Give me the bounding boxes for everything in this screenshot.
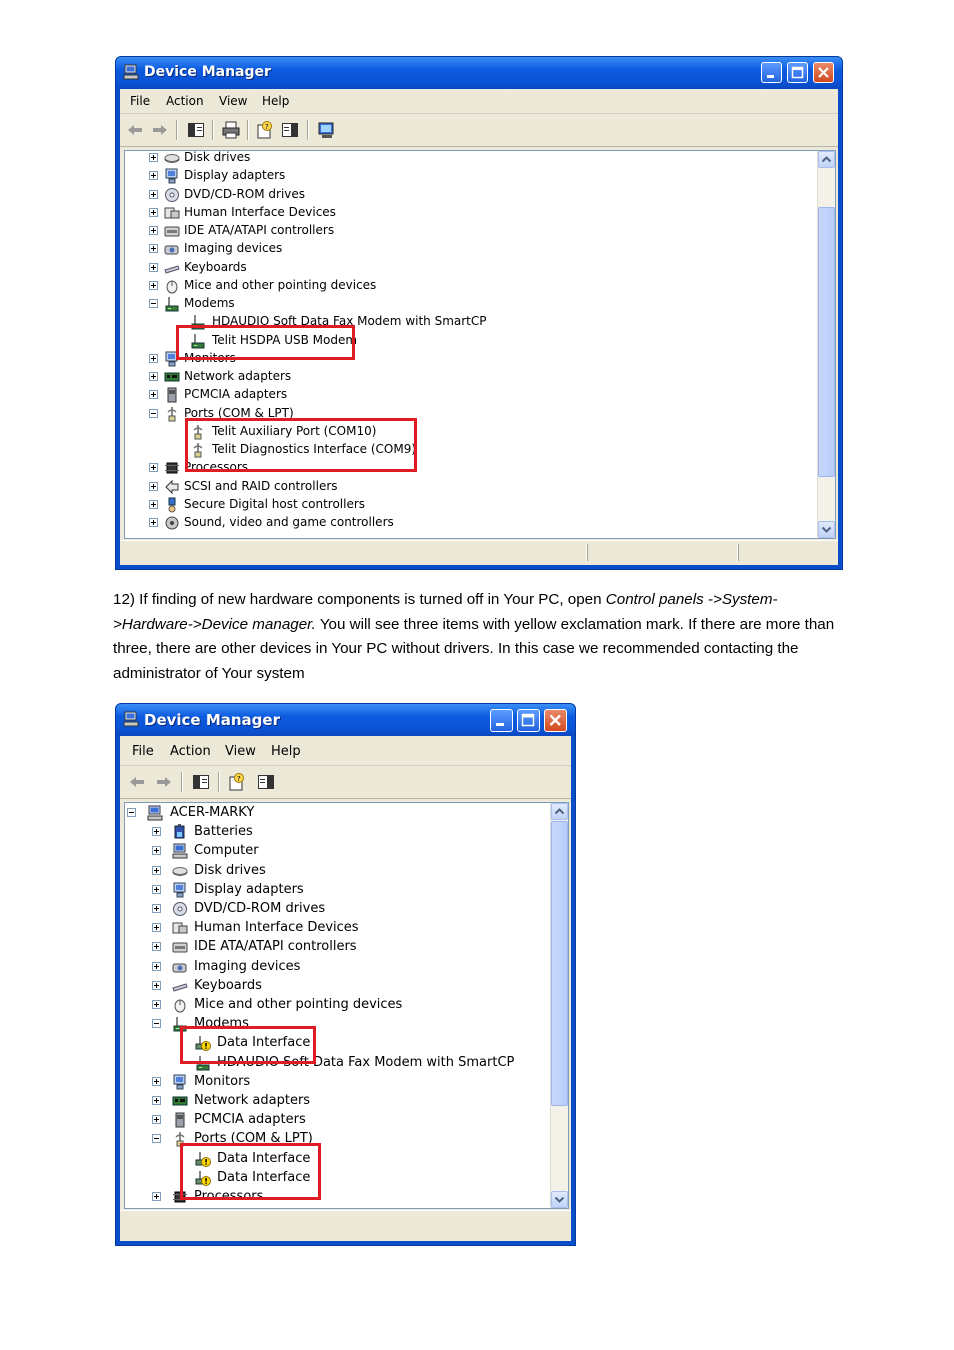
title-bar[interactable] — [116, 704, 575, 736]
tree-item-label: Processors — [194, 1189, 264, 1204]
tree-category-item[interactable] — [125, 167, 835, 185]
tree-item-label: Modems — [194, 1016, 249, 1032]
status-bar — [120, 1210, 571, 1241]
menu-bar — [120, 89, 838, 114]
window-title: Device Manager — [144, 711, 280, 729]
tree-category-item[interactable] — [125, 496, 835, 514]
tree-child-item[interactable] — [125, 1150, 568, 1168]
expand-plus-icon[interactable] — [152, 981, 161, 990]
window-title: Device Manager — [144, 64, 271, 80]
tree-category-item[interactable] — [125, 368, 835, 386]
tree-item-label: Network adapters — [194, 1093, 311, 1108]
cdrom-icon — [164, 187, 180, 203]
tree-child-item[interactable] — [125, 313, 835, 331]
minimize-icon — [494, 713, 509, 728]
hid-icon — [164, 205, 180, 221]
maximize-icon — [791, 66, 804, 79]
close-icon — [548, 713, 563, 728]
tree-item-label: Keyboards — [184, 259, 247, 274]
chevron-down-icon — [552, 1192, 567, 1207]
port-icon — [172, 1131, 188, 1147]
expand-plus-icon[interactable] — [152, 1192, 161, 1201]
warning-device-icon — [195, 1151, 211, 1167]
collapse-minus-icon[interactable] — [149, 409, 158, 418]
tree-item-label: Imaging devices — [184, 241, 283, 256]
tree-category-item[interactable] — [125, 405, 835, 423]
sd-host-icon — [164, 497, 180, 513]
tree-child-item[interactable] — [125, 441, 835, 459]
expand-plus-icon[interactable] — [149, 500, 158, 509]
monitor-icon — [172, 882, 188, 898]
tree-child-item[interactable] — [125, 1169, 568, 1187]
minimize-icon — [765, 66, 778, 79]
tree-item-label: Display adapters — [194, 881, 304, 897]
expand-plus-icon[interactable] — [152, 846, 161, 855]
mouse-icon — [172, 997, 188, 1013]
vertical-scrollbar[interactable] — [817, 151, 835, 538]
instruction-paragraph — [113, 588, 838, 687]
processor-icon — [164, 460, 180, 476]
tree-category-item[interactable] — [125, 842, 568, 860]
tree-category-item[interactable] — [125, 204, 835, 222]
status-pane — [587, 544, 738, 561]
tree-item-label: Mice and other pointing devices — [194, 997, 403, 1012]
computer-icon — [172, 843, 188, 859]
expand-plus-icon[interactable] — [149, 244, 158, 253]
forward-arrow-icon[interactable] — [151, 121, 169, 139]
tree-category-item[interactable] — [125, 240, 835, 258]
tree-item-label: IDE ATA/ATAPI controllers — [194, 939, 357, 955]
tree-category-item[interactable] — [125, 295, 835, 313]
tree-category-item[interactable] — [125, 277, 835, 295]
expand-plus-icon[interactable] — [149, 390, 158, 399]
modem-icon — [190, 314, 206, 330]
tree-category-item[interactable] — [125, 350, 835, 368]
toolbar — [120, 766, 571, 799]
device-manager-window-1 — [115, 56, 843, 570]
tree-item-label: HDAUDIO Soft Data Fax Modem with SmartCP — [217, 1054, 515, 1070]
paragraph-lead: 12) If finding of new hardware components is turned off in Your PC, open — [113, 591, 606, 608]
expand-plus-icon[interactable] — [149, 463, 158, 472]
tree-item-label: Data Interface — [217, 1150, 311, 1166]
back-arrow-icon[interactable] — [128, 773, 146, 791]
network-card-icon — [172, 1093, 188, 1109]
toolbar — [120, 114, 838, 147]
scsi-icon — [164, 479, 180, 495]
modem-icon — [190, 333, 206, 349]
tree-category-item[interactable] — [125, 514, 835, 532]
expand-plus-icon[interactable] — [152, 885, 161, 894]
tree-item-label: IDE ATA/ATAPI controllers — [184, 223, 335, 237]
tree-item-label: Computer — [194, 843, 259, 859]
chevron-up-icon — [552, 804, 567, 819]
scroll-up-button[interactable] — [551, 803, 568, 820]
menu-file[interactable]: File — [132, 744, 154, 759]
tree-item-label: Disk drives — [184, 150, 251, 164]
paragraph-menu-path: Control panels ->System->Hardware->Device manager. — [113, 591, 778, 633]
collapse-minus-icon[interactable] — [127, 808, 136, 817]
hid-icon — [172, 920, 188, 936]
title-bar[interactable] — [116, 57, 842, 89]
tree-root-item[interactable] — [125, 804, 568, 822]
warning-device-icon — [195, 1035, 211, 1051]
monitor-icon — [172, 1074, 188, 1090]
chevron-down-icon — [819, 522, 834, 537]
tree-item-label: PCMCIA adapters — [184, 387, 288, 402]
tree-category-item[interactable] — [125, 900, 568, 918]
tree-category-item[interactable] — [125, 1092, 568, 1110]
tree-item-label: Display adapters — [184, 168, 286, 183]
expand-plus-icon[interactable] — [149, 153, 158, 162]
tree-category-item[interactable] — [125, 150, 835, 167]
tree-category-item[interactable] — [125, 1073, 568, 1091]
tree-item-label: Processors — [184, 460, 249, 475]
tree-category-item[interactable] — [125, 386, 835, 404]
tree-child-item[interactable] — [125, 423, 835, 441]
tree-item-label: Batteries — [194, 824, 253, 840]
monitor-icon — [164, 351, 180, 367]
expand-plus-icon[interactable] — [149, 226, 158, 235]
tree-category-item[interactable] — [125, 823, 568, 841]
tree-item-label: HDAUDIO Soft Data Fax Modem with SmartCP — [212, 314, 487, 329]
tree-category-item[interactable] — [125, 958, 568, 976]
paragraph-rest: You will see three items with yellow exclamation mark. If there are more than three, there are other devices in Your PC without drivers. In this case we recommended contacting the administrator of Your system — [113, 615, 835, 683]
vertical-scrollbar[interactable] — [550, 803, 568, 1208]
toolbar-separator — [212, 120, 213, 140]
menu-view[interactable]: View — [219, 94, 248, 108]
port-icon — [190, 424, 206, 440]
tree-category-item[interactable] — [125, 1130, 568, 1148]
maximize-icon — [521, 713, 536, 728]
camera-icon — [172, 959, 188, 975]
tree-item-label: ACER-MARKY — [170, 805, 255, 820]
expand-plus-icon[interactable] — [149, 263, 158, 272]
svg-text:?: ? — [265, 123, 269, 131]
processor-icon — [172, 1189, 188, 1205]
tree-item-label: Monitors — [194, 1073, 251, 1089]
computer-icon — [147, 805, 163, 821]
tree-item-label: Modems — [184, 296, 235, 310]
expand-plus-icon[interactable] — [149, 482, 158, 491]
tree-category-item[interactable] — [125, 459, 835, 477]
toolbar-separator — [181, 772, 182, 792]
tree-category-item[interactable] — [125, 478, 835, 496]
expand-plus-icon[interactable] — [152, 1115, 161, 1124]
tree-child-item[interactable] — [125, 1054, 568, 1072]
help-topics-icon[interactable] — [281, 121, 299, 139]
toolbar-separator — [176, 120, 177, 140]
menu-help[interactable]: Help — [271, 744, 301, 759]
menu-help[interactable]: Help — [262, 94, 290, 108]
tree-item-label: Ports (COM & LPT) — [194, 1131, 313, 1147]
network-card-icon — [164, 369, 180, 385]
tree-category-item[interactable] — [125, 1188, 568, 1206]
window-body — [120, 89, 838, 565]
disk-drive-icon — [172, 863, 188, 879]
scan-hardware-icon[interactable] — [317, 121, 335, 139]
close-button[interactable] — [813, 62, 834, 83]
pcmcia-icon — [164, 387, 180, 403]
device-manager-icon — [123, 64, 139, 80]
expand-plus-icon[interactable] — [152, 827, 161, 836]
expand-plus-icon[interactable] — [152, 942, 161, 951]
expand-plus-icon[interactable] — [149, 372, 158, 381]
minimize-button[interactable] — [490, 709, 513, 732]
tree-item-label: SCSI and RAID controllers — [184, 478, 338, 493]
menu-file[interactable]: File — [130, 94, 151, 108]
tree-item-label: PCMCIA adapters — [194, 1112, 306, 1128]
menu-action[interactable]: Action — [170, 744, 211, 759]
expand-plus-icon[interactable] — [152, 1096, 161, 1105]
port-icon — [190, 442, 206, 458]
monitor-icon — [164, 168, 180, 184]
scroll-down-button[interactable] — [551, 1191, 568, 1208]
tree-item-label: Data Interface — [217, 1169, 311, 1185]
expand-plus-icon[interactable] — [149, 518, 158, 527]
show-hide-tree-icon[interactable] — [192, 773, 210, 791]
toolbar-separator — [247, 120, 248, 140]
toolbar-separator — [218, 772, 219, 792]
expand-plus-icon[interactable] — [152, 904, 161, 913]
tree-item-label: DVD/CD-ROM drives — [184, 186, 306, 201]
scroll-thumb[interactable] — [818, 207, 835, 477]
tree-item-label: Telit Auxiliary Port (COM10) — [212, 423, 377, 438]
ide-controller-icon — [172, 939, 188, 955]
mouse-icon — [164, 278, 180, 294]
chevron-up-icon — [819, 152, 834, 167]
sound-icon — [164, 515, 180, 531]
properties-icon[interactable] — [228, 773, 246, 791]
print-icon[interactable] — [222, 121, 240, 139]
scroll-up-button[interactable] — [818, 151, 835, 168]
tree-category-item[interactable] — [125, 919, 568, 937]
tree-category-item[interactable] — [125, 222, 835, 240]
minimize-button[interactable] — [761, 62, 782, 83]
expand-plus-icon[interactable] — [152, 923, 161, 932]
ide-controller-icon — [164, 223, 180, 239]
expand-plus-icon[interactable] — [152, 962, 161, 971]
tree-category-item[interactable] — [125, 996, 568, 1014]
maximize-button[interactable] — [517, 709, 540, 732]
tree-item-label: Monitors — [184, 350, 236, 365]
toolbar-separator — [307, 120, 308, 140]
expand-plus-icon[interactable] — [152, 1000, 161, 1009]
show-hide-tree-icon[interactable] — [187, 121, 205, 139]
status-pane — [738, 544, 839, 561]
tree-item-label: Disk drives — [194, 862, 266, 878]
camera-icon — [164, 241, 180, 257]
close-icon — [817, 66, 830, 79]
forward-arrow-icon[interactable] — [155, 773, 173, 791]
window-body — [120, 736, 571, 1241]
tree-category-item[interactable] — [125, 938, 568, 956]
keyboard-icon — [164, 260, 180, 276]
tree-item-label: Sound, video and game controllers — [184, 515, 394, 529]
expand-plus-icon[interactable] — [149, 171, 158, 180]
tree-item-label: Human Interface Devices — [184, 204, 336, 219]
tree-item-label: Human Interface Devices — [194, 920, 359, 936]
port-icon — [164, 406, 180, 422]
menu-action[interactable]: Action — [166, 94, 204, 108]
tree-item-label: Network adapters — [184, 369, 292, 383]
modem-icon — [172, 1016, 188, 1032]
expand-plus-icon[interactable] — [149, 354, 158, 363]
maximize-button[interactable] — [787, 62, 808, 83]
tree-item-label: Imaging devices — [194, 958, 301, 974]
expand-plus-icon[interactable] — [149, 281, 158, 290]
tree-category-item[interactable] — [125, 186, 835, 204]
disk-drive-icon — [164, 150, 180, 166]
tree-item-label: Data Interface — [217, 1035, 311, 1051]
tree-category-item[interactable] — [125, 1015, 568, 1033]
tree-category-item[interactable] — [125, 881, 568, 899]
expand-plus-icon[interactable] — [152, 1077, 161, 1086]
cdrom-icon — [172, 901, 188, 917]
modem-icon — [164, 296, 180, 312]
svg-text:?: ? — [237, 775, 241, 783]
help-topics-icon[interactable] — [257, 773, 275, 791]
back-arrow-icon[interactable] — [126, 121, 144, 139]
device-manager-icon — [123, 711, 139, 727]
tree-item-label: Secure Digital host controllers — [184, 496, 366, 511]
tree-item-label: Telit Diagnostics Interface (COM9) — [212, 442, 417, 456]
scroll-down-button[interactable] — [818, 521, 835, 538]
status-bar — [120, 540, 838, 565]
menu-bar — [120, 736, 571, 766]
pcmcia-icon — [172, 1112, 188, 1128]
tree-child-item[interactable] — [125, 1034, 568, 1052]
device-manager-window-2 — [115, 703, 576, 1246]
device-tree[interactable] — [124, 150, 836, 539]
expand-plus-icon[interactable] — [149, 190, 158, 199]
scroll-thumb[interactable] — [551, 821, 568, 1106]
expand-plus-icon[interactable] — [152, 866, 161, 875]
warning-device-icon — [195, 1170, 211, 1186]
collapse-minus-icon[interactable] — [152, 1019, 161, 1028]
menu-view[interactable]: View — [225, 744, 256, 759]
keyboard-icon — [172, 978, 188, 994]
tree-item-label: Telit HSDPA USB Modem — [212, 332, 358, 347]
tree-item-label: Ports (COM & LPT) — [184, 405, 294, 420]
tree-item-label: DVD/CD-ROM drives — [194, 901, 326, 916]
tree-child-item[interactable] — [125, 332, 835, 350]
expand-plus-icon[interactable] — [149, 208, 158, 217]
device-tree[interactable] — [124, 802, 569, 1209]
battery-icon — [172, 824, 188, 840]
properties-icon[interactable] — [256, 121, 274, 139]
modem-icon — [195, 1055, 211, 1071]
collapse-minus-icon[interactable] — [149, 299, 158, 308]
close-button[interactable] — [544, 709, 567, 732]
tree-category-item[interactable] — [125, 862, 568, 880]
tree-category-item[interactable] — [125, 259, 835, 277]
tree-category-item[interactable] — [125, 1111, 568, 1129]
tree-item-label: Mice and other pointing devices — [184, 277, 377, 292]
tree-item-label: Keyboards — [194, 977, 262, 993]
tree-category-item[interactable] — [125, 977, 568, 995]
collapse-minus-icon[interactable] — [152, 1134, 161, 1143]
